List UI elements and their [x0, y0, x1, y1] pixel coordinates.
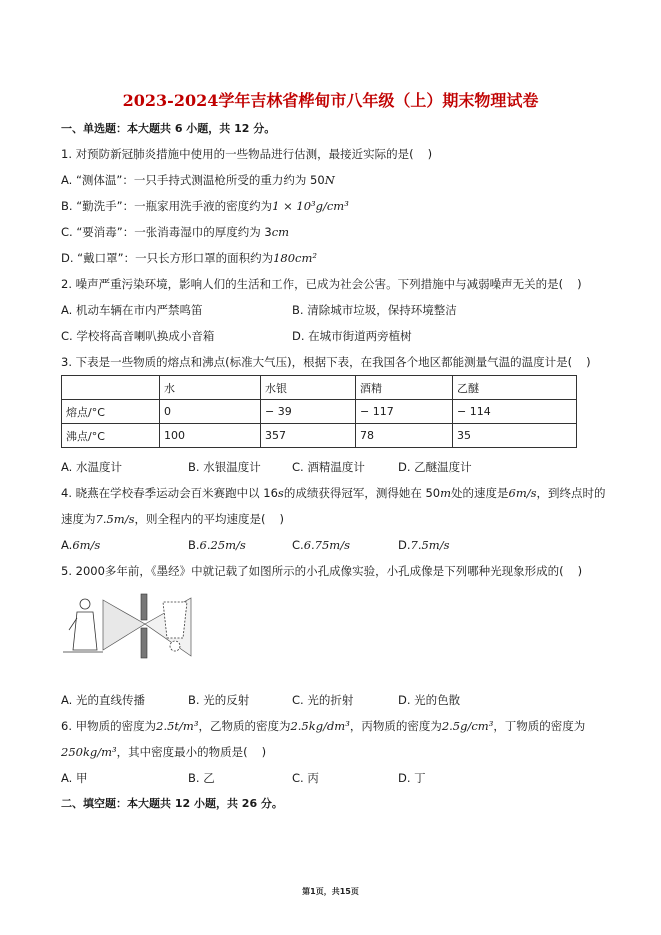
question-1-option-d — [61, 250, 317, 266]
table-cell: 100 — [160, 424, 261, 448]
question-1-text: 1. 对预防新冠肺炎措施中使用的一些物品进行估测，最接近实际的是( — [61, 147, 414, 161]
question-5-option-d: D. 光的色散 — [398, 693, 461, 707]
question-3-option-d: D. 乙醚温度计 — [398, 460, 472, 474]
q6-text-part: ，其中密度最小的物质是( — [116, 745, 248, 759]
question-5-option-c: C. 光的折射 — [292, 693, 354, 707]
option-label: D. — [398, 538, 411, 552]
question-2-bracket: ) — [577, 277, 582, 291]
question-2-option-b: B. 清除城市垃圾，保持环境整洁 — [292, 303, 457, 317]
question-5-text: 5. 2000多年前，《墨经》中就记载了如图所示的小孔成像实验，小孔成像是下列哪种光现象形成的( — [61, 564, 564, 578]
option-d-text: D. “戴口罩”：一只长方形口罩的面积约为 — [61, 251, 274, 265]
q6-text-part: ，乙物质的密度为 — [198, 719, 291, 733]
option-b-text: B. “勤洗手”：一瓶家用洗手液的密度约为 — [61, 199, 273, 213]
question-6-stem-line1 — [61, 718, 585, 734]
table-cell: − 114 — [453, 400, 577, 424]
q4-text-part: 4. 晓燕在学校春季运动会百米赛跑中以 16 — [61, 486, 278, 500]
question-5-option-a: A. 光的直线传播 — [61, 693, 145, 707]
option-c-text: C. “要消毒”：一张消毒湿巾的厚度约为 3 — [61, 225, 272, 239]
table-cell: 熔点/°C — [62, 400, 160, 424]
question-2-option-c: C. 学校将高音喇叭换成小音箱 — [61, 329, 215, 343]
q6-text-part: ，丁物质的密度为 — [493, 719, 586, 733]
screen-lower — [141, 628, 147, 658]
option-b-math: 1 × 10³g/cm³ — [272, 199, 349, 213]
table-header-row — [62, 376, 577, 400]
question-3-option-a: A. 水温度计 — [61, 460, 122, 474]
section-heading-fill-in: 二、填空题：本大题共 12 小题，共 26 分。 — [61, 797, 283, 810]
q4-math: 7.5m/s — [95, 512, 135, 526]
pinhole-imaging-figure — [63, 590, 213, 665]
question-2-text: 2. 噪声严重污染环境，影响人们的生活和工作，已成为社会公害。下列措施中与减弱噪声无关的是( — [61, 277, 564, 291]
light-cone-left — [103, 600, 145, 650]
table-cell: 0 — [160, 400, 261, 424]
table-cell — [62, 376, 160, 400]
q6-text-part: 6. 甲物质的密度为 — [61, 719, 157, 733]
table-cell: − 117 — [356, 400, 453, 424]
question-1-option-c — [61, 224, 289, 240]
question-4-stem-line2 — [61, 511, 284, 527]
question-6-option-a: A. 甲 — [61, 771, 88, 785]
q6-math: 2.5g/cm³ — [441, 719, 494, 733]
question-3-option-c: C. 酒精温度计 — [292, 460, 365, 474]
question-5-bracket: ) — [577, 564, 583, 578]
question-5-option-b: B. 光的反射 — [188, 693, 250, 707]
question-6-option-d: D. 丁 — [398, 771, 426, 785]
table-row — [62, 424, 577, 448]
question-1-stem — [61, 146, 432, 162]
option-a-text: A. “测体温”：一只手持式测温枪所受的重力约为 50 — [61, 173, 325, 187]
q4-text-part: 处的速度是 — [451, 486, 509, 500]
question-3-stem — [61, 354, 591, 370]
question-3-bracket: ) — [586, 355, 591, 369]
option-label: B. — [188, 538, 200, 552]
q6-math: 2.5kg/dm³ — [290, 719, 350, 733]
question-4-option-b — [188, 537, 246, 553]
option-c-unit: cm — [271, 225, 290, 239]
melting-boiling-table — [61, 375, 577, 448]
page-title: 2023-2024学年吉林省桦甸市八年级（上）期末物理试卷 — [122, 91, 539, 110]
table-cell: 酒精 — [356, 376, 453, 400]
option-value: 6m/s — [72, 538, 101, 552]
option-value: 6.75m/s — [303, 538, 350, 552]
question-2-stem — [61, 276, 582, 292]
question-1-option-b — [61, 198, 349, 214]
question-6-stem-line2 — [61, 744, 266, 760]
table-cell: 乙醚 — [453, 376, 577, 400]
question-6-bracket: ) — [261, 745, 267, 759]
question-5-stem — [61, 563, 582, 579]
question-6-option-b: B. 乙 — [188, 771, 215, 785]
question-4-option-c — [292, 537, 350, 553]
option-label: C. — [292, 538, 304, 552]
question-2-option-a: A. 机动车辆在市内严禁鸣笛 — [61, 303, 203, 317]
option-a-unit: N — [324, 173, 335, 187]
question-6-option-c: C. 丙 — [292, 771, 319, 785]
page-footer: 第1页，共15页 — [302, 887, 359, 896]
q4-unit: s — [277, 486, 284, 500]
q6-text-part: ，丙物质的密度为 — [349, 719, 442, 733]
option-value: 7.5m/s — [410, 538, 450, 552]
table-cell: − 39 — [261, 400, 356, 424]
question-3-text: 3. 下表是一些物质的熔点和沸点(标准大气压)，根据下表，在我国各个地区都能测量气温的温度计是( — [61, 355, 573, 369]
option-value: 6.25m/s — [199, 538, 246, 552]
q4-text-part: ，到终点时的 — [536, 486, 606, 500]
question-3-option-b: B. 水银温度计 — [188, 460, 261, 474]
table-cell: 水银 — [261, 376, 356, 400]
table-cell: 水 — [160, 376, 261, 400]
upright-person — [69, 599, 97, 650]
question-1-option-a — [61, 172, 335, 188]
question-4-option-d — [398, 537, 450, 553]
table-cell: 357 — [261, 424, 356, 448]
screen-upper — [141, 594, 147, 620]
section-heading-single-choice: 一、单选题：本大题共 6 小题，共 12 分。 — [61, 122, 276, 135]
option-d-math: 180cm² — [273, 251, 317, 265]
question-4-stem-line1 — [61, 485, 606, 501]
question-4-option-a — [61, 537, 100, 553]
q6-math: 250kg/m³ — [61, 745, 117, 759]
table-cell: 78 — [356, 424, 453, 448]
table-row — [62, 400, 577, 424]
q4-unit: m — [440, 486, 452, 500]
question-4-bracket: ) — [279, 512, 284, 526]
q4-text-part: ，则全程内的平均速度是( — [134, 512, 266, 526]
table-cell: 35 — [453, 424, 577, 448]
question-1-bracket: ) — [427, 147, 433, 161]
option-label: A. — [61, 538, 73, 552]
q4-text-part: 的成绩获得冠军，测得她在 50 — [283, 486, 441, 500]
q6-math: 2.5t/m³ — [156, 719, 199, 733]
table-cell: 沸点/°C — [62, 424, 160, 448]
question-2-option-d: D. 在城市街道两旁植树 — [292, 329, 412, 343]
q4-math: 6m/s — [508, 486, 537, 500]
q4-text-part: 速度为 — [61, 512, 96, 526]
